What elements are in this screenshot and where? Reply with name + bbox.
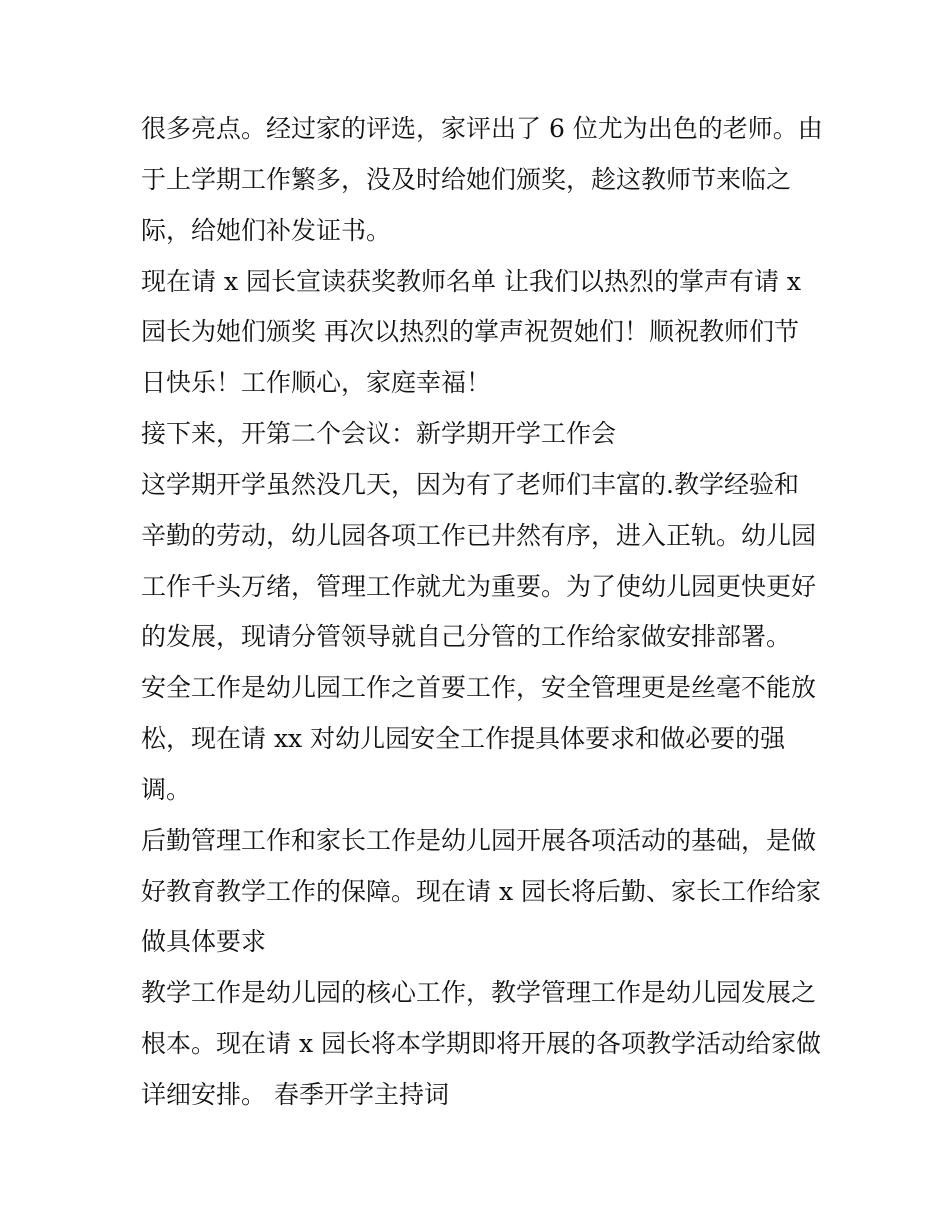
text-line: 调。: [141, 775, 192, 804]
text-line: 辛勤的劳动，幼儿园各项工作已井然有序，进入正轨。幼儿园: [141, 521, 817, 550]
text-line: 际，给她们补发证书。: [141, 216, 392, 245]
text-line: 好教育教学工作的保障。现在请 x 园长将后勤、家长工作给家: [141, 877, 821, 906]
text-line: 很多亮点。经过家的评选，家评出了 6 位尤为出色的老师。由: [141, 114, 823, 143]
text-line: 安全工作是幼儿园工作之首要工作，安全管理更是丝毫不能放: [141, 673, 817, 702]
text-line: 做具体要求: [141, 927, 267, 956]
text-line: 详细安排。 春季开学主持词: [141, 1080, 449, 1109]
text-line: 园长为她们颁奖 再次以热烈的掌声祝贺她们！顺祝教师们节: [141, 317, 799, 346]
text-line: 这学期开学虽然没几天，因为有了老师们丰富的.教学经验和: [141, 470, 799, 499]
text-line: 后勤管理工作和家长工作是幼儿园开展各项活动的基础，是做: [141, 826, 817, 855]
text-line: 教学工作是幼儿园的核心工作，教学管理工作是幼儿园发展之: [141, 978, 817, 1007]
text-line: 日快乐！工作顺心，家庭幸福！: [141, 368, 492, 397]
text-line: 现在请 x 园长宣读获奖教师名单 让我们以热烈的掌声有请 x: [141, 267, 801, 296]
text-line: 的发展，现请分管领导就自己分管的工作给家做安排部署。: [141, 622, 792, 651]
text-line: 接下来，开第二个会议：新学期开学工作会: [141, 419, 617, 448]
text-line: 于上学期工作繁多，没及时给她们颁奖，趁这教师节来临之: [141, 165, 792, 194]
text-line: 松，现在请 xx 对幼儿园安全工作提具体要求和做必要的强: [141, 724, 786, 753]
text-line: 工作千头万绪，管理工作就尤为重要。为了使幼儿园更快更好: [141, 572, 817, 601]
text-line: 根本。现在请 x 园长将本学期即将开展的各项教学活动给家做: [141, 1029, 821, 1058]
